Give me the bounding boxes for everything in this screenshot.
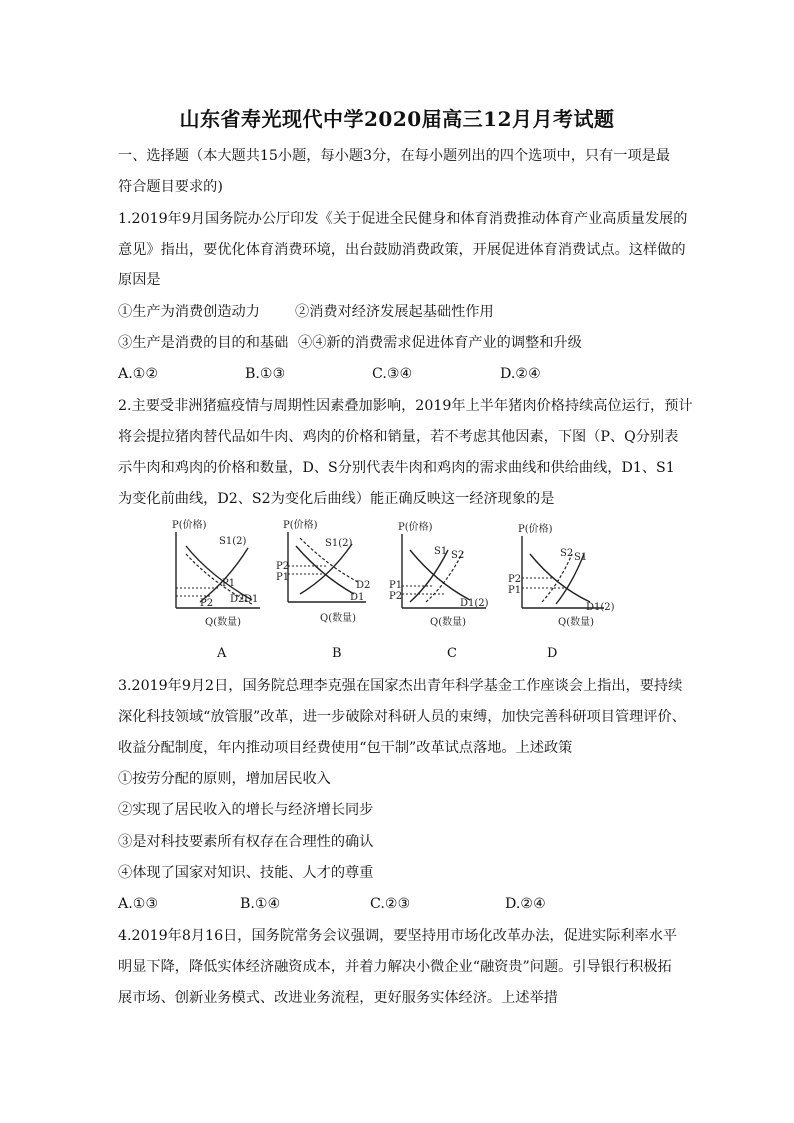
graph-c-d-label: D1(2) [460,598,489,609]
graph-b-s-curve [300,544,352,594]
q1-option-d: D.②④ [500,366,541,382]
q3-item-2: ②实现了居民收入的增长与经济增长同步 [118,802,374,818]
graph-c-s2-label: S2 [451,550,465,561]
q2-stem-line2: 将会提拉猪肉替代品如牛肉、鸡肉的价格和销量，若不考虑其他因素，下图（P、Q分别表 [118,429,679,445]
q3-stem-line1: 3.2019年9月2日，国务院总理李克强在国家杰出青年科学基金工作座谈会上指出，要持续 [118,678,683,694]
graph-a-xlabel: Q(数量) [205,617,242,628]
q3-stem-line3: 收益分配制度，年内推动项目经费使用“包干制”改革试点落地。上述政策 [118,740,573,756]
q3-stem-line2: 深化科技领域“放管服”改革，进一步破除对科研人员的束缚，加快完善科研项目管理评价、 [118,709,686,725]
graph-a-d2-label: D2 [230,594,245,605]
q1-stem-line1: 1.2019年9月国务院办公厅印发《关于促进全民健身和体育消费推动体育产业高质量发展的 [118,211,688,227]
graph-b-ylabel: P(价格) [283,520,318,531]
graph-b-p1-label: P1 [276,572,290,583]
q1-item-4: ④④新的消费需求促进体育产业的调整和升级 [298,335,582,351]
graph-a-p1-label: P1 [222,578,236,589]
q3-option-d: D.②④ [505,896,546,912]
graph-a-ylabel: P(价格) [172,520,207,531]
graph-c-p1-label: P1 [389,580,403,591]
graph-b-s-label: S1(2) [325,538,353,549]
graph-d-s1-label: S1 [574,552,588,563]
q3-option-c: C.②③ [370,896,411,912]
graph-c-label: C [447,646,457,661]
graph-a [172,518,260,628]
q3-option-a: A.①③ [118,896,159,912]
section-heading-line1: 一、选择题（本大题共15小题，每小题3分，在每小题列出的四个选项中，只有一项是最 [118,148,671,164]
q2-stem-line1: 2.主要受非洲猪瘟疫情与周期性因素叠加影响，2019年上半年猪肉价格持续高位运行，预计 [118,398,693,414]
q2-graphs-figure [0,510,794,650]
q4-stem-line3: 展市场、创新业务模式、改进业务流程，更好服务实体经济。上述举措 [118,990,558,1006]
graph-a-label: A [217,646,227,661]
q1-option-a: A.①② [118,366,159,382]
graph-b-d2-label: D2 [356,580,371,591]
q2-stem-line3: 示牛肉和鸡肉的价格和数量，D、S分别代表牛肉和鸡肉的需求曲线和供给曲线，D1、S1 [118,460,675,476]
graph-d-p2-label: P2 [508,574,522,585]
graph-c-s1-label: S1 [434,546,448,557]
q1-item-1: ①生产为消费创造动力 [118,304,260,320]
graph-c-ylabel: P(价格) [398,522,433,533]
graph-a-d1-label: D1 [244,594,259,605]
q1-item-3: ③生产是消费的目的和基础 [118,335,289,351]
q1-option-c: C.③④ [372,366,413,382]
graph-d-ylabel: P(价格) [518,524,553,535]
q1-stem-line3: 原因是 [118,272,161,288]
graph-c-xlabel: Q(数量) [430,617,467,628]
page-title: 山东省寿光现代中学2020届高三12月月考试题 [179,107,615,131]
graph-b-d1-label: D1 [350,592,365,603]
graph-b-label: B [332,646,342,661]
graph-d [508,522,615,628]
graph-d-p1-label: P1 [508,585,522,596]
graph-a-s-label: S1(2) [219,536,247,547]
q4-stem-line2: 明显下降，降低实体经济融资成本，并着力解决小微企业“融资贵”问题。引导银行积极拓 [118,959,672,975]
q2-stem-line4: 为变化前曲线，D2、S2为变化后曲线）能正确反映这一经济现象的是 [118,491,555,507]
graph-c-p2-label: P2 [389,591,403,602]
graph-a-p2-label: P2 [200,598,214,609]
q3-item-1: ①按劳分配的原则，增加居民收入 [118,771,331,787]
graph-a-d1-curve [186,546,252,600]
graph-c [389,520,489,628]
graph-b-p2-label: P2 [276,561,290,572]
graph-d-s2-label: S2 [560,548,574,559]
q3-item-3: ③是对科技要素所有权存在合理性的确认 [118,834,374,850]
graph-b [276,518,370,624]
graph-d-d-label: D1(2) [586,602,615,613]
q1-item-2: ②消费对经济发展起基础性作用 [295,304,494,320]
q4-stem-line1: 4.2019年8月16日，国务院常务会议强调，要坚持用市场化改革办法，促进实际利率水平 [118,928,678,944]
graph-d-xlabel: Q(数量) [558,617,595,628]
q3-option-b: B.①④ [240,896,281,912]
graph-b-xlabel: Q(数量) [320,613,357,624]
q1-stem-line2: 意见》指出，要优化体育消费环境，出台鼓励消费政策，开展促进体育消费试点。这样做的 [118,242,686,258]
q3-item-4: ④体现了国家对知识、技能、人才的尊重 [118,865,374,881]
section-heading-line2: 符合题目要求的) [118,179,223,195]
q1-option-b: B.①③ [245,366,286,382]
graph-d-label: D [547,646,558,661]
